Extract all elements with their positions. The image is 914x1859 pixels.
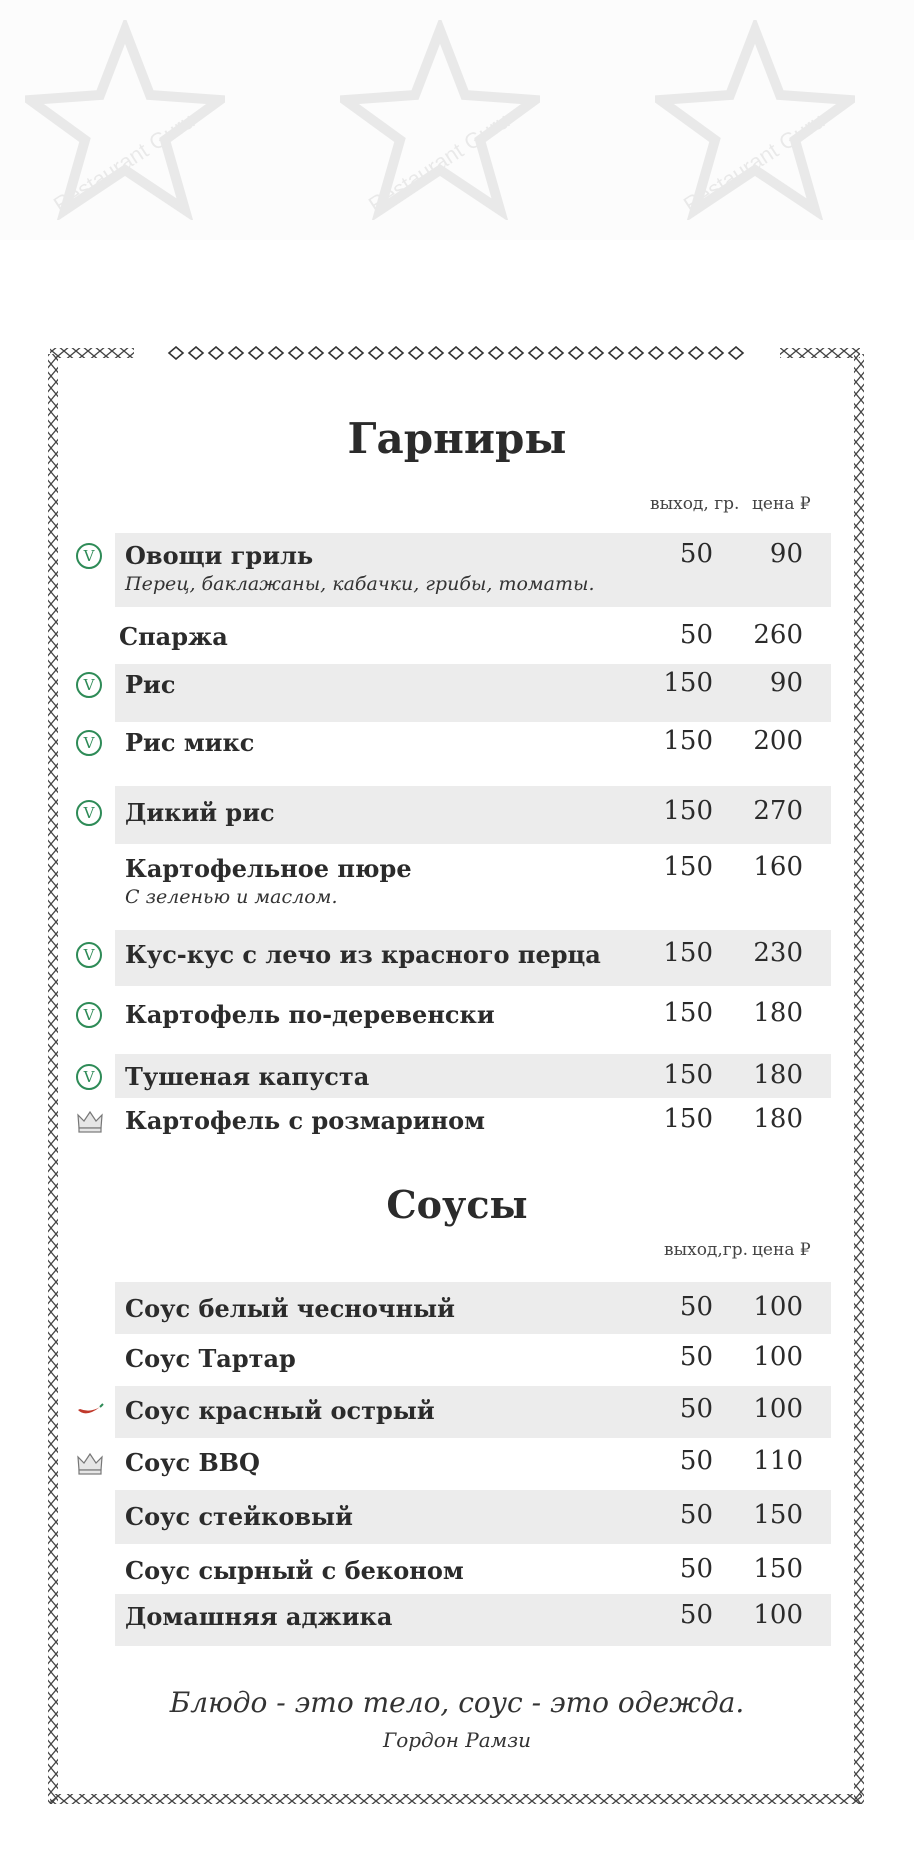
item-name: Кус-кус с лечо из красного перца	[125, 940, 601, 969]
menu-item-row	[115, 1334, 831, 1386]
item-price: 150	[753, 1554, 803, 1584]
menu-item-row	[115, 664, 831, 722]
item-price: 100	[753, 1342, 803, 1372]
item-weight: 150	[663, 726, 713, 756]
menu-item-row	[115, 1054, 831, 1098]
sauce-weight-column-header: выход,гр.	[664, 1240, 748, 1260]
veg-icon: V	[76, 800, 102, 826]
item-weight: 150	[663, 1060, 713, 1090]
item-price: 200	[753, 726, 803, 756]
item-price: 260	[753, 620, 803, 650]
menu-item-row	[115, 1544, 831, 1594]
item-name: Соус сырный с беконом	[125, 1556, 464, 1585]
watermark-logo	[340, 20, 540, 220]
item-weight: 50	[679, 1342, 713, 1372]
item-name: Домашняя аджика	[125, 1602, 393, 1631]
item-name: Картофель по-деревенски	[125, 1000, 495, 1029]
veg-icon: V	[76, 543, 102, 569]
menu-item-row	[115, 533, 831, 607]
item-name: Соус красный острый	[125, 1396, 435, 1425]
item-name: Картофельное пюре	[125, 854, 412, 883]
menu-item-row	[115, 786, 831, 844]
watermark-text: Restaurant Guru	[364, 107, 515, 218]
watermark-logo	[655, 20, 855, 220]
item-price: 230	[753, 938, 803, 968]
item-weight: 50	[679, 1446, 713, 1476]
crown-icon	[76, 1108, 102, 1134]
watermark-text: Restaurant Guru	[49, 107, 200, 218]
item-price: 90	[769, 539, 803, 569]
item-weight: 50	[679, 539, 713, 569]
menu-item-row	[115, 1098, 831, 1146]
item-price: 150	[753, 1500, 803, 1530]
item-weight: 150	[663, 668, 713, 698]
item-price: 100	[753, 1394, 803, 1424]
watermark-logo	[25, 20, 225, 220]
sauces-title: Соусы	[386, 1182, 528, 1227]
star-fork-icon	[25, 20, 225, 220]
menu-item-row	[115, 1594, 831, 1646]
item-price: 270	[753, 796, 803, 826]
veg-icon: V	[76, 1064, 102, 1090]
item-weight: 150	[663, 852, 713, 882]
item-weight: 50	[679, 1292, 713, 1322]
item-weight: 150	[663, 938, 713, 968]
watermark-text: Restaurant Guru	[679, 107, 830, 218]
menu-item-row	[115, 1386, 831, 1438]
item-price: 110	[753, 1446, 803, 1476]
item-weight: 50	[679, 1600, 713, 1630]
garnishes-title: Гарниры	[347, 414, 567, 463]
item-name: Рис	[125, 670, 176, 699]
menu-item-row	[115, 1490, 831, 1544]
menu-item-row	[115, 930, 831, 986]
menu-item-row	[115, 1438, 831, 1490]
menu-item-row	[115, 846, 831, 928]
price-column-header: цена ₽	[752, 494, 811, 514]
veg-icon: V	[76, 730, 102, 756]
item-name: Овощи гриль	[125, 541, 314, 570]
item-name: Соус стейковый	[125, 1502, 353, 1531]
item-name: Спаржа	[119, 622, 228, 651]
item-weight: 150	[663, 1104, 713, 1134]
quote-text: Блюдо - это тело, соус - это одежда.	[169, 1686, 745, 1719]
star-fork-icon	[340, 20, 540, 220]
star-fork-icon	[655, 20, 855, 220]
item-weight: 50	[679, 1394, 713, 1424]
veg-icon: V	[76, 1002, 102, 1028]
item-weight: 150	[663, 998, 713, 1028]
veg-icon: V	[76, 672, 102, 698]
item-name: Соус Тартар	[125, 1344, 296, 1373]
menu-item-row	[115, 722, 831, 786]
item-price: 100	[753, 1292, 803, 1322]
quote-author: Гордон Рамзи	[382, 1728, 532, 1752]
item-price: 180	[753, 1060, 803, 1090]
item-price: 180	[753, 998, 803, 1028]
item-price: 160	[753, 852, 803, 882]
item-weight: 150	[663, 796, 713, 826]
item-description: С зеленью и маслом.	[125, 886, 338, 908]
menu-item-row	[115, 1282, 831, 1334]
item-weight: 50	[679, 620, 713, 650]
item-price: 180	[753, 1104, 803, 1134]
item-weight: 50	[679, 1554, 713, 1584]
chili-icon	[76, 1398, 102, 1424]
crown-icon	[76, 1450, 102, 1476]
item-name: Соус белый чесночный	[125, 1294, 455, 1323]
menu-item-row	[115, 614, 831, 664]
veg-icon: V	[76, 942, 102, 968]
weight-column-header: выход, гр.	[650, 494, 740, 514]
item-name: Дикий рис	[125, 798, 275, 827]
top-banner	[0, 0, 914, 240]
item-price: 90	[769, 668, 803, 698]
item-name: Рис микс	[125, 728, 255, 757]
item-name: Картофель с розмарином	[125, 1106, 485, 1135]
item-description: Перец, баклажаны, кабачки, грибы, томаты.	[125, 573, 595, 595]
menu-item-row	[115, 990, 831, 1052]
item-weight: 50	[679, 1500, 713, 1530]
sauce-price-column-header: цена ₽	[752, 1240, 811, 1260]
item-price: 100	[753, 1600, 803, 1630]
item-name: Тушеная капуста	[125, 1062, 370, 1091]
item-name: Соус BBQ	[125, 1448, 260, 1477]
